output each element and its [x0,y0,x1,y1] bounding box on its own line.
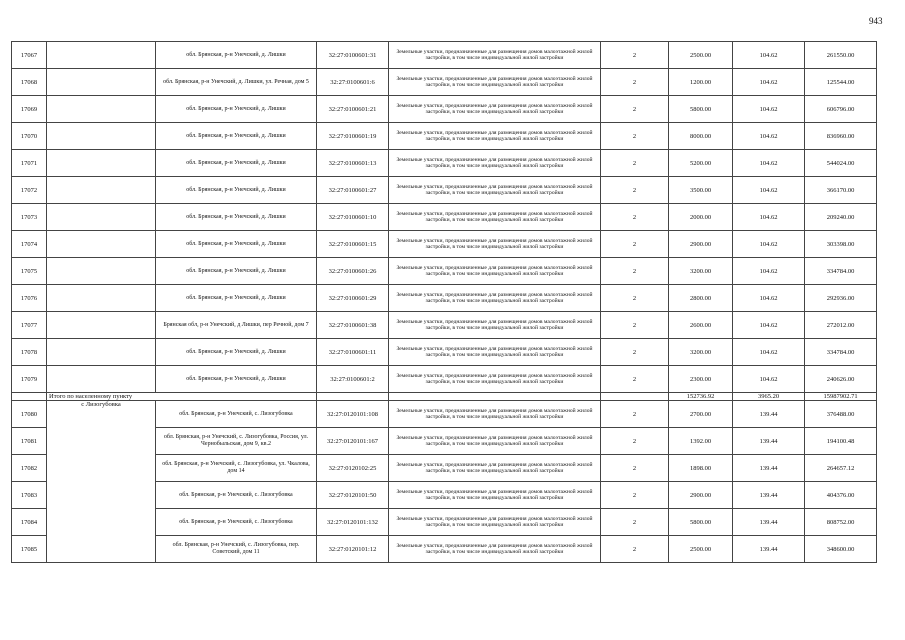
cadastral-value-cell: 194100.48 [805,428,877,455]
cadastral-value-cell: 366170.00 [805,177,877,204]
land-purpose-cell: Земельные участки, предназначенные для размещения домов малоэтажной жилой застройки, в том числе индивидуальной жилой застройки [389,366,601,393]
rate-cell: 104.62 [733,69,805,96]
rate-cell: 104.62 [733,96,805,123]
cadastral-value-cell: 240626.00 [805,366,877,393]
cadastral-number-cell: 32:27:0100601:6 [317,69,389,96]
land-purpose-cell: Земельные участки, предназначенные для размещения домов малоэтажной жилой застройки, в том числе индивидуальной жилой застройки [389,285,601,312]
locality-cell [47,339,156,366]
row-number-cell: 17069 [12,96,47,123]
area-cell: 2800.00 [669,285,733,312]
cadastral-value-cell: 292936.00 [805,285,877,312]
area-cell: 2700.00 [669,401,733,428]
address-cell: обл. Брянская, р-н Унечский, д. Лишки [156,366,317,393]
table-body [12,42,877,563]
address-cell: обл. Брянская, р-н Унечский, с. Лизогубовка, пер. Советский, дом 11 [156,536,317,563]
category-cell: 2 [601,96,669,123]
locality-cell [47,312,156,339]
total-label-cell: Итого по населенному пункту [47,393,317,401]
area-cell: 3200.00 [669,258,733,285]
category-cell: 2 [601,150,669,177]
total-row [12,393,877,401]
total-area-cell: 152736.92 [669,393,733,401]
category-cell: 2 [601,285,669,312]
rate-cell: 139.44 [733,455,805,482]
category-cell: 2 [601,123,669,150]
locality-cell [47,258,156,285]
category-cell: 2 [601,455,669,482]
cadastral-number-cell: 32:27:0120102:25 [317,455,389,482]
rate-cell: 104.62 [733,285,805,312]
area-cell: 2600.00 [669,312,733,339]
address-cell: обл. Брянская, р-н Унечский, д. Лишки [156,231,317,258]
rate-cell: 139.44 [733,509,805,536]
table-row [12,69,877,96]
cadastral-value-cell: 209240.00 [805,204,877,231]
row-number-cell: 17068 [12,69,47,96]
row-number-cell: 17080 [12,401,47,428]
land-purpose-cell: Земельные участки, предназначенные для размещения домов малоэтажной жилой застройки, в том числе индивидуальной жилой застройки [389,69,601,96]
land-purpose-cell: Земельные участки, предназначенные для размещения домов малоэтажной жилой застройки, в том числе индивидуальной жилой застройки [389,42,601,69]
category-cell: 2 [601,536,669,563]
category-cell: 2 [601,231,669,258]
category-cell: 2 [601,312,669,339]
row-number-cell: 17081 [12,428,47,455]
page-number: 943 [869,16,883,26]
cadastral-number-cell: 32:27:0120101:12 [317,536,389,563]
area-cell: 3200.00 [669,339,733,366]
cadastral-value-cell: 544024.00 [805,150,877,177]
rate-cell: 139.44 [733,482,805,509]
category-cell: 2 [601,177,669,204]
table-row [12,285,877,312]
address-cell: обл. Брянская, р-н Унечский, с. Лизогубовка [156,509,317,536]
cadastral-value-cell: 334784.00 [805,339,877,366]
address-cell: обл. Брянская, р-н Унечский, д. Лишки [156,123,317,150]
address-cell: обл. Брянская, р-н Унечский, д. Лишки [156,150,317,177]
total-empty-cell [12,393,47,401]
cadastral-number-cell: 32:27:0120101:167 [317,428,389,455]
table-row [12,366,877,393]
locality-cell [47,231,156,258]
table-row [12,401,877,428]
land-purpose-cell: Земельные участки, предназначенные для размещения домов малоэтажной жилой застройки, в том числе индивидуальной жилой застройки [389,231,601,258]
total-value-cell: 15987902.71 [805,393,877,401]
land-purpose-cell: Земельные участки, предназначенные для размещения домов малоэтажной жилой застройки, в том числе индивидуальной жилой застройки [389,177,601,204]
rate-cell: 104.62 [733,177,805,204]
table-row [12,258,877,285]
address-cell: обл. Брянская, р-н Унечский, д. Лишки [156,42,317,69]
land-purpose-cell: Земельные участки, предназначенные для размещения домов малоэтажной жилой застройки, в том числе индивидуальной жилой застройки [389,401,601,428]
row-number-cell: 17076 [12,285,47,312]
category-cell: 2 [601,69,669,96]
row-number-cell: 17077 [12,312,47,339]
cadastral-number-cell: 32:27:0100601:26 [317,258,389,285]
cadastral-number-cell: 32:27:0100601:19 [317,123,389,150]
cadastral-number-cell: 32:27:0100601:11 [317,339,389,366]
cadastral-value-cell: 376488.00 [805,401,877,428]
address-cell: обл. Брянская, р-н Унечский, с. Лизогубовка, ул. Чкалова, дом 14 [156,455,317,482]
total-rate-cell: 3965.20 [733,393,805,401]
rate-cell: 104.62 [733,312,805,339]
cadastral-number-cell: 32:27:0120101:50 [317,482,389,509]
cadastral-number-cell: 32:27:0100601:10 [317,204,389,231]
row-number-cell: 17067 [12,42,47,69]
locality-cell [47,366,156,393]
row-number-cell: 17075 [12,258,47,285]
area-cell: 1392.00 [669,428,733,455]
row-number-cell: 17078 [12,339,47,366]
cadastral-number-cell: 32:27:0100601:31 [317,42,389,69]
area-cell: 5200.00 [669,150,733,177]
address-cell: обл. Брянская, р-н Унечский, д. Лишки [156,204,317,231]
locality-cell [47,204,156,231]
rate-cell: 104.62 [733,123,805,150]
locality-cell [47,96,156,123]
rate-cell: 104.62 [733,258,805,285]
area-cell: 8000.00 [669,123,733,150]
total-empty-cell [389,393,601,401]
category-cell: 2 [601,366,669,393]
address-cell: обл. Брянская, р-н Унечский, с. Лизогубовка [156,482,317,509]
rate-cell: 104.62 [733,231,805,258]
row-number-cell: 17071 [12,150,47,177]
land-purpose-cell: Земельные участки, предназначенные для размещения домов малоэтажной жилой застройки, в том числе индивидуальной жилой застройки [389,312,601,339]
cadastral-number-cell: 32:27:0100601:21 [317,96,389,123]
table-row [12,123,877,150]
locality-cell [47,150,156,177]
cadastral-number-cell: 32:27:0120101:132 [317,509,389,536]
row-number-cell: 17082 [12,455,47,482]
category-cell: 2 [601,204,669,231]
table-row [12,204,877,231]
area-cell: 5800.00 [669,96,733,123]
category-cell: 2 [601,258,669,285]
table-row [12,312,877,339]
locality-cell [47,177,156,204]
address-cell: Брянская обл, р-н Унечский, д Лишки, пер Речной, дом 7 [156,312,317,339]
cadastral-number-cell: 32:27:0100601:2 [317,366,389,393]
row-number-cell: 17085 [12,536,47,563]
rate-cell: 104.62 [733,339,805,366]
locality-cell [47,123,156,150]
locality-cell [47,42,156,69]
cadastral-number-cell: 32:27:0100601:29 [317,285,389,312]
land-cadastral-table [11,41,877,563]
row-number-cell: 17084 [12,509,47,536]
cadastral-value-cell: 272012.00 [805,312,877,339]
cadastral-value-cell: 606796.00 [805,96,877,123]
cadastral-value-cell: 261550.00 [805,42,877,69]
address-cell: обл. Брянская, р-н Унечский, д. Лишки [156,339,317,366]
cadastral-number-cell: 32:27:0100601:15 [317,231,389,258]
area-cell: 2000.00 [669,204,733,231]
area-cell: 2500.00 [669,536,733,563]
table-row [12,42,877,69]
area-cell: 2300.00 [669,366,733,393]
cadastral-value-cell: 404376.00 [805,482,877,509]
rate-cell: 139.44 [733,401,805,428]
cadastral-value-cell: 808752.00 [805,509,877,536]
row-number-cell: 17073 [12,204,47,231]
address-cell: обл. Брянская, р-н Унечский, д. Лишки [156,258,317,285]
address-cell: обл. Брянская, р-н Унечский, д. Лишки [156,177,317,204]
land-purpose-cell: Земельные участки, предназначенные для размещения домов малоэтажной жилой застройки, в том числе индивидуальной жилой застройки [389,339,601,366]
row-number-cell: 17070 [12,123,47,150]
locality-cell [47,285,156,312]
cadastral-value-cell: 836960.00 [805,123,877,150]
address-cell: обл. Брянская, р-н Унечский, с. Лизогубовка [156,401,317,428]
land-purpose-cell: Земельные участки, предназначенные для размещения домов малоэтажной жилой застройки, в том числе индивидуальной жилой застройки [389,509,601,536]
area-cell: 2900.00 [669,482,733,509]
area-cell: 3500.00 [669,177,733,204]
cadastral-value-cell: 125544.00 [805,69,877,96]
table-row [12,231,877,258]
category-cell: 2 [601,482,669,509]
table-row [12,339,877,366]
table-row [12,177,877,204]
row-number-cell: 17072 [12,177,47,204]
table-row [12,96,877,123]
land-purpose-cell: Земельные участки, предназначенные для размещения домов малоэтажной жилой застройки, в том числе индивидуальной жилой застройки [389,150,601,177]
cadastral-number-cell: 32:27:0120101:108 [317,401,389,428]
total-empty-cell [601,393,669,401]
area-cell: 1898.00 [669,455,733,482]
cadastral-number-cell: 32:27:0100601:38 [317,312,389,339]
locality-cell [47,69,156,96]
total-empty-cell [317,393,389,401]
cadastral-value-cell: 348600.00 [805,536,877,563]
cadastral-number-cell: 32:27:0100601:27 [317,177,389,204]
rate-cell: 104.62 [733,204,805,231]
cadastral-number-cell: 32:27:0100601:13 [317,150,389,177]
area-cell: 2500.00 [669,42,733,69]
land-purpose-cell: Земельные участки, предназначенные для размещения домов малоэтажной жилой застройки, в том числе индивидуальной жилой застройки [389,482,601,509]
rate-cell: 139.44 [733,536,805,563]
rate-cell: 104.62 [733,150,805,177]
category-cell: 2 [601,339,669,366]
category-cell: 2 [601,509,669,536]
row-number-cell: 17074 [12,231,47,258]
land-purpose-cell: Земельные участки, предназначенные для размещения домов малоэтажной жилой застройки, в том числе индивидуальной жилой застройки [389,258,601,285]
row-number-cell: 17083 [12,482,47,509]
category-cell: 2 [601,42,669,69]
land-purpose-cell: Земельные участки, предназначенные для размещения домов малоэтажной жилой застройки, в том числе индивидуальной жилой застройки [389,96,601,123]
category-cell: 2 [601,401,669,428]
land-purpose-cell: Земельные участки, предназначенные для размещения домов малоэтажной жилой застройки, в том числе индивидуальной жилой застройки [389,536,601,563]
row-number-cell: 17079 [12,366,47,393]
land-purpose-cell: Земельные участки, предназначенные для размещения домов малоэтажной жилой застройки, в том числе индивидуальной жилой застройки [389,428,601,455]
land-purpose-cell: Земельные участки, предназначенные для размещения домов малоэтажной жилой застройки, в том числе индивидуальной жилой застройки [389,204,601,231]
address-cell: обл. Брянская, р-н Унечский, д. Лишки, ул. Речная, дом 5 [156,69,317,96]
rate-cell: 104.62 [733,42,805,69]
rate-cell: 104.62 [733,366,805,393]
category-cell: 2 [601,428,669,455]
locality-name-cell: с Лизогубовка [47,401,156,563]
land-purpose-cell: Земельные участки, предназначенные для размещения домов малоэтажной жилой застройки, в том числе индивидуальной жилой застройки [389,123,601,150]
area-cell: 1200.00 [669,69,733,96]
address-cell: обл. Брянская, р-н Унечский, д. Лишки [156,285,317,312]
area-cell: 2900.00 [669,231,733,258]
cadastral-value-cell: 303398.00 [805,231,877,258]
rate-cell: 139.44 [733,428,805,455]
address-cell: обл. Брянская, р-н Унечский, с. Лизогубовка, Россия, ул. Чернобыльская, дом 9, кв.2 [156,428,317,455]
area-cell: 5800.00 [669,509,733,536]
table-row [12,150,877,177]
land-purpose-cell: Земельные участки, предназначенные для размещения домов малоэтажной жилой застройки, в том числе индивидуальной жилой застройки [389,455,601,482]
address-cell: обл. Брянская, р-н Унечский, д. Лишки [156,96,317,123]
cadastral-value-cell: 334784.00 [805,258,877,285]
cadastral-value-cell: 264657.12 [805,455,877,482]
